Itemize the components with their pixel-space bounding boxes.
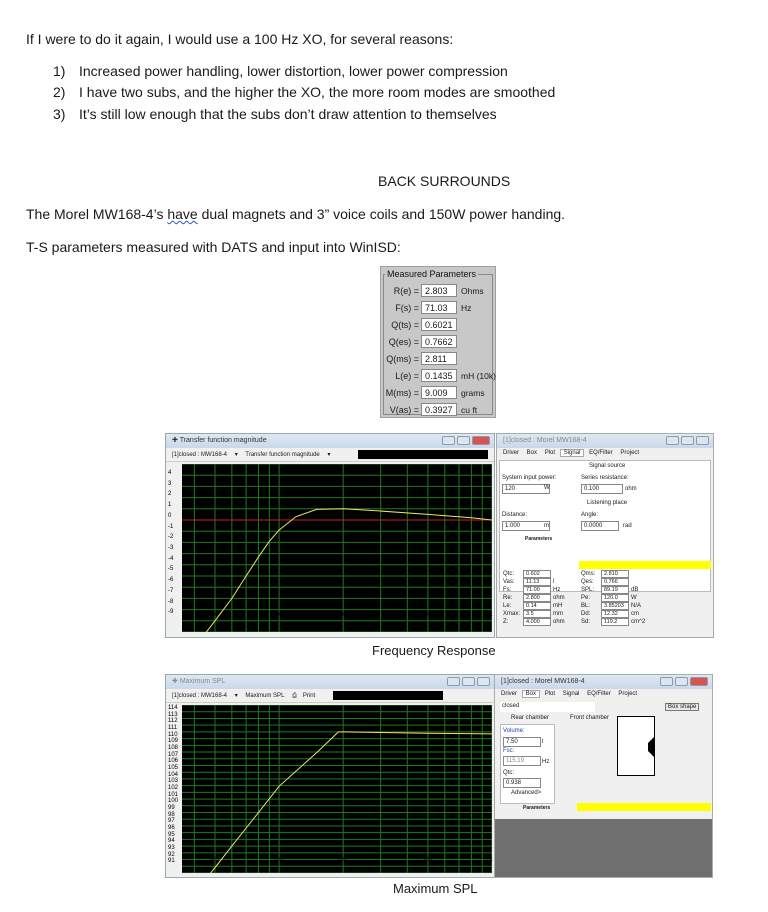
reason-3-num: 3): [53, 106, 66, 122]
series-resistance-unit: ohm: [625, 486, 637, 492]
param-key: Pe:: [581, 595, 591, 601]
param-unit: mH (10k): [461, 371, 496, 381]
param-value: 4.000: [523, 618, 551, 626]
minimize-icon[interactable]: [442, 436, 455, 445]
param-value: 120.0: [601, 594, 629, 602]
y-tick-label: -9: [168, 609, 174, 616]
param-row: [381, 352, 497, 366]
param-row: [381, 335, 497, 349]
volume-input[interactable]: 7.50: [503, 737, 541, 747]
tab-driver[interactable]: Driver: [501, 691, 517, 697]
param-value: 71.00: [523, 586, 551, 594]
param-unit: cm: [631, 611, 639, 617]
x-tick-label: 50: [208, 612, 216, 618]
driver-icon: [648, 737, 654, 757]
angle-label: Angle:: [581, 512, 599, 518]
fr-panel-tabs: [500, 449, 642, 457]
fsc-label: Fsc:: [503, 748, 515, 754]
parameters-label: Parameters: [523, 805, 551, 811]
y-tick-label: 100: [168, 798, 179, 805]
y-tick-label: 1: [168, 502, 172, 509]
param-unit: Hz: [461, 303, 472, 313]
spl-panel-title: [1]closed : Morel MW168-4: [501, 678, 585, 685]
x-tick-label: 500: [421, 612, 432, 618]
fr-toolbar: [166, 449, 494, 462]
paragraph-ts-params: T-S parameters measured with DATS and input into WinISD:: [26, 239, 401, 255]
spl-window-title: Maximum SPL: [179, 678, 226, 685]
param-key: Sd:: [581, 619, 591, 625]
y-tick-label: 2: [168, 491, 172, 498]
param-unit: ohm: [553, 595, 565, 601]
x-tick-label: 100: [273, 612, 284, 618]
x-tick-label: 100: [273, 857, 284, 863]
param-unit: Ohms: [461, 286, 484, 296]
param-row: [381, 301, 497, 315]
y-tick-label: -5: [168, 566, 174, 573]
caption-frequency-response: Frequency Response: [372, 643, 496, 658]
param-unit: Hz: [553, 587, 561, 593]
param-value: 3.85203: [601, 602, 629, 610]
project-select[interactable]: [1]closed : MW168-4: [172, 693, 228, 699]
signal-source-label: Signal source: [589, 463, 626, 469]
panel-window-controls: [660, 677, 708, 686]
param-key: Qms:: [581, 571, 596, 577]
panel-window-controls: [666, 436, 709, 445]
y-tick-label: -7: [168, 587, 174, 594]
param-unit: l: [553, 579, 555, 585]
tab-box[interactable]: Box: [526, 450, 538, 456]
project-select[interactable]: [1]closed : MW168-4: [172, 452, 228, 458]
system-power-input[interactable]: 120: [502, 484, 550, 494]
param-value: 2.800: [523, 594, 551, 602]
section-heading: BACK SURROUNDS: [378, 173, 511, 189]
para1-spellcheck-word: have: [167, 206, 198, 222]
rear-chamber-tab[interactable]: Rear chamber: [511, 715, 550, 721]
param-label: F(s) =: [395, 303, 419, 313]
tab-project[interactable]: Project: [618, 691, 638, 697]
tab-signal[interactable]: Signal: [562, 691, 580, 697]
param-unit: mm: [553, 611, 563, 617]
param-value: 12.32: [601, 610, 629, 618]
param-unit: ohm: [553, 619, 565, 625]
paragraph-driver: [26, 205, 565, 223]
param-unit: W: [631, 595, 637, 601]
y-tick-label: 111: [168, 725, 178, 731]
param-label: Q(ms) =: [386, 354, 419, 364]
y-tick-label: -4: [168, 555, 174, 562]
param-value: 0.7662: [421, 335, 457, 348]
param-value: 89.19: [601, 586, 629, 594]
y-tick-label: 101: [168, 791, 179, 798]
spl-panel-tabs: [498, 690, 640, 698]
fr-plot-area[interactable]: [182, 464, 492, 632]
x-tick-label: 200: [337, 857, 348, 863]
intro-text: If I were to do it again, I would use a 100 Hz XO, for several reasons:: [26, 31, 454, 47]
volume-label: Volume:: [503, 728, 525, 734]
param-value: 11.13: [523, 578, 551, 586]
graph-dropdown-icon[interactable]: ▾: [327, 452, 331, 458]
measured-parameters-panel: [380, 266, 496, 418]
y-tick-label: 98: [168, 811, 175, 818]
param-label: R(e) =: [393, 286, 419, 296]
x-tick-label: 500: [421, 857, 432, 863]
x-tick-label: 1k: [486, 857, 493, 863]
y-tick-label: 97: [168, 818, 175, 825]
reason-2-num: 2): [53, 84, 66, 100]
param-unit: dB: [631, 587, 639, 593]
spl-toolbar: [166, 690, 494, 703]
tab-eq-filter[interactable]: EQ/Filter: [587, 691, 611, 697]
app-icon: ✚: [172, 678, 180, 685]
param-key: Le:: [503, 603, 512, 609]
system-power-label: System input power:: [502, 475, 557, 481]
param-key: Z:: [503, 619, 509, 625]
tab-signal[interactable]: Signal: [560, 449, 585, 457]
y-tick-label: -6: [168, 577, 174, 584]
y-tick-label: 112: [168, 718, 178, 725]
series-resistance-label: Series resistance:: [581, 475, 629, 481]
distance-unit: m: [544, 523, 549, 529]
minimize-icon[interactable]: [666, 436, 679, 445]
y-tick-label: 109: [168, 738, 179, 745]
spl-driver-panel: [494, 674, 713, 878]
fr-driver-panel: [496, 433, 714, 638]
reason-1-num: 1): [53, 63, 66, 79]
spl-panel-titlebar[interactable]: [495, 675, 712, 689]
param-key: SPL:: [581, 587, 595, 593]
param-unit: cu ft: [461, 405, 478, 415]
tab-plot[interactable]: Plot: [544, 691, 556, 697]
x-tick-label: 200: [337, 612, 348, 618]
fr-panel-titlebar[interactable]: [497, 434, 713, 448]
param-label: V(as) =: [389, 405, 419, 415]
fr-titlebar[interactable]: [166, 434, 494, 448]
graph-type-select[interactable]: Maximum SPL: [245, 693, 285, 699]
y-tick-label: 107: [168, 751, 179, 758]
param-value: 0.14: [523, 602, 551, 610]
y-tick-label: 92: [168, 851, 175, 858]
param-value: 0.602: [523, 570, 551, 578]
status-bar: [358, 450, 488, 459]
param-key: BL:: [581, 603, 591, 609]
param-key: Fs:: [503, 587, 512, 593]
param-value: 2.803: [421, 284, 457, 297]
param-label: Q(ts) =: [391, 320, 419, 330]
print-button[interactable]: Print: [302, 693, 316, 699]
param-unit: mH: [553, 603, 563, 609]
front-chamber-tab[interactable]: Front chamber: [570, 715, 610, 721]
tab-plot[interactable]: Plot: [544, 450, 556, 456]
param-value: 0.1435: [421, 369, 457, 382]
listening-place-label: Listening place: [587, 500, 628, 506]
fr-window-title: Transfer function magnitude: [179, 437, 267, 444]
param-label: M(ms) =: [385, 388, 419, 398]
advanced-button[interactable]: Advanced>: [511, 790, 542, 796]
close-icon[interactable]: [477, 677, 490, 686]
maximize-icon[interactable]: [675, 677, 688, 686]
fsc-unit: Hz: [542, 759, 550, 765]
param-row: [381, 403, 497, 417]
y-tick-label: 95: [168, 831, 175, 838]
dropdown-icon[interactable]: ▾: [234, 693, 238, 699]
param-value: 119.2: [601, 618, 629, 626]
status-bar: [333, 691, 443, 700]
para1-part-a: The Morel MW168-4’s: [26, 206, 168, 222]
param-row: [381, 284, 497, 298]
fr-chart: [182, 464, 492, 632]
param-value: 3.5: [523, 610, 551, 618]
param-key: Dd:: [581, 611, 591, 617]
maximize-icon[interactable]: [457, 436, 470, 445]
spl-chart: [182, 705, 492, 873]
param-row: [381, 318, 497, 332]
para1-part-c: dual magnets and 3” voice coils and 150W power handing.: [197, 206, 566, 222]
volume-unit: l: [542, 739, 544, 745]
distance-label: Distance:: [502, 512, 528, 518]
param-label: Q(es) =: [388, 337, 419, 347]
y-tick-label: 99: [168, 805, 175, 811]
tab-driver[interactable]: Driver: [503, 450, 519, 456]
y-tick-label: 91: [168, 858, 175, 865]
param-value: 71.03: [421, 301, 457, 314]
minimize-icon[interactable]: [660, 677, 673, 686]
param-key: Xmax:: [503, 611, 521, 617]
y-tick-label: -2: [168, 534, 174, 541]
box-shape-button[interactable]: Box shape: [665, 703, 699, 711]
param-row: [381, 386, 497, 400]
yellow-highlight-bar: [577, 803, 711, 811]
y-tick-label: 4: [168, 470, 172, 476]
close-icon[interactable]: [690, 677, 708, 686]
printer-icon[interactable]: ⎙: [292, 693, 297, 699]
y-tick-label: 3: [168, 480, 172, 487]
system-power-unit: W: [544, 485, 550, 491]
y-tick-label: 105: [168, 765, 179, 771]
param-key: Qtc:: [503, 571, 515, 577]
max-spl-window: [165, 674, 495, 878]
y-tick-label: 104: [168, 771, 179, 778]
measured-title: Measured Parameters: [387, 269, 477, 279]
y-tick-label: -8: [168, 598, 174, 605]
y-tick-label: -1: [168, 523, 174, 530]
param-value: 9.009: [421, 386, 457, 399]
window-controls: [447, 677, 490, 686]
y-tick-label: 108: [168, 745, 179, 751]
y-tick-label: -3: [168, 545, 174, 551]
x-tick-label: 50: [208, 857, 216, 863]
param-label: L(e) =: [395, 371, 419, 381]
tab-eq-filter[interactable]: EQ/Filter: [589, 450, 613, 456]
maximize-icon[interactable]: [681, 436, 694, 445]
y-tick-label: 0: [168, 512, 172, 519]
param-key: Re:: [503, 595, 513, 601]
y-tick-label: 106: [168, 758, 179, 765]
y-tick-label: 110: [168, 731, 178, 738]
window-controls: [442, 436, 490, 445]
param-unit: cm^2: [631, 619, 646, 625]
tab-box[interactable]: Box: [522, 690, 540, 698]
param-key: Vas:: [503, 579, 515, 585]
qtc-label: Qtc:: [503, 770, 515, 776]
minimize-icon[interactable]: [447, 677, 460, 686]
param-row: [381, 369, 497, 383]
close-icon[interactable]: [472, 436, 490, 445]
param-unit: grams: [461, 388, 485, 398]
yellow-highlight-bar: [579, 561, 711, 569]
param-value: 2.811: [421, 352, 457, 365]
reason-1-text: Increased power handling, lower distortion, lower power compression: [79, 63, 508, 79]
fr-panel-title: [1]closed : Morel MW168-4: [503, 437, 587, 444]
dropdown-icon[interactable]: ▾: [234, 452, 238, 458]
angle-input[interactable]: 0.0000: [581, 521, 619, 531]
x-tick-label: 1k: [486, 612, 493, 618]
y-tick-label: 94: [168, 838, 175, 845]
fsc-input[interactable]: 115.19: [503, 756, 541, 766]
box-diagram: [617, 716, 655, 776]
reason-2-text: I have two subs, and the higher the XO, the more room modes are smoothed: [79, 84, 556, 100]
maximize-icon[interactable]: [462, 677, 475, 686]
param-key: Qes:: [581, 579, 594, 585]
box-type-select[interactable]: closed: [500, 702, 595, 712]
spl-titlebar[interactable]: [166, 675, 494, 689]
y-tick-label: 96: [168, 825, 175, 831]
y-tick-label: 103: [168, 778, 179, 785]
qtc-input[interactable]: 0.938: [503, 778, 541, 788]
distance-input[interactable]: 1.000: [502, 521, 550, 531]
y-tick-label: 114: [168, 705, 178, 711]
param-value: 0.6021: [421, 318, 457, 331]
series-resistance-input[interactable]: 0.100: [581, 484, 623, 494]
spl-plot-area[interactable]: [182, 705, 492, 873]
graph-type-select[interactable]: Transfer function magnitude: [245, 452, 320, 458]
caption-maximum-spl: Maximum SPL: [393, 881, 478, 896]
app-icon: ✚: [172, 437, 180, 444]
angle-unit: rad: [623, 523, 632, 529]
param-unit: N/A: [631, 603, 642, 609]
param-value: 0.3927: [421, 403, 457, 416]
close-icon[interactable]: [696, 436, 709, 445]
y-tick-label: 93: [168, 845, 175, 851]
tab-project[interactable]: Project: [620, 450, 640, 456]
transfer-function-window: [165, 433, 495, 638]
parameters-label: Parameters: [525, 536, 553, 542]
y-tick-label: 113: [168, 711, 178, 718]
reason-3-text: It’s still low enough that the subs don’t draw attention to themselves: [79, 106, 497, 122]
y-tick-label: 102: [168, 785, 179, 791]
param-value: 2.810: [601, 570, 629, 578]
param-value: 0.766: [601, 578, 629, 586]
